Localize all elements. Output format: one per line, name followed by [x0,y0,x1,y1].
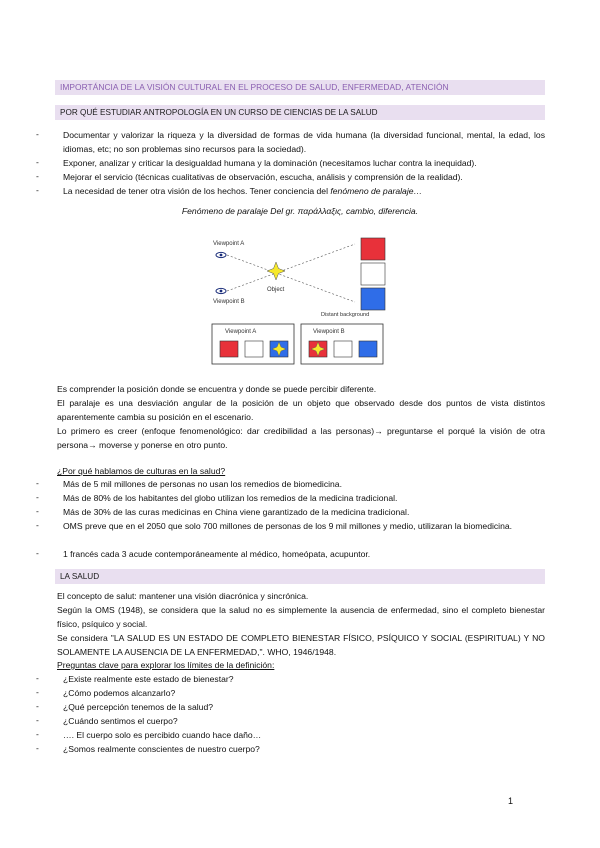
background-white-square [361,263,385,285]
list-item: Más de 30% de las curas medicinas en China viene garantizado de la medicina tradicional. [63,507,410,517]
background-red-square [361,238,385,260]
list-item: ¿Somos realmente conscientes de nuestro cuerpo? [63,744,260,754]
bullet-marker: - [36,743,39,753]
bullet-marker: - [36,171,39,181]
bullet-marker: - [36,506,39,516]
distant-background-label: Distant background [321,312,370,318]
list-item: OMS preve que en el 2050 que solo 700 millones de personas de los 9 mil millones y medio, utilizaran la biomedicina. [63,521,513,531]
section-heading-health: LA SALUD [55,569,545,584]
eye-icon [216,252,226,257]
section-heading-main: IMPORTÁNCIA DE LA VISIÓN CULTURAL EN EL PROCESO DE SALUD, ENFERMEDAD, ATENCIÓN [55,80,545,95]
bullet-marker: - [36,492,39,502]
bullet-marker: - [36,729,39,739]
page-number: 1 [508,796,514,806]
bullet-marker: - [36,548,39,558]
list-item: ¿Qué percepción tenemos de la salud? [63,702,214,712]
view-box-b-label: Viewpoint B [313,329,345,335]
object-label: Object [267,287,285,293]
paragraph: Se considera "LA SALUD ES UN ESTADO DE COMPLETO BIENESTAR FÍSICO, PSÍQUICO Y SOCIAL (ESPIRITUAL) Y NO SOLAMENTE LA AUSENCIA DE LA ENFERMEDAD,". WHO, 1946/1948. [57,633,545,657]
paragraph: El concepto de salut: mantener una visión diacrónica y sincrónica. [57,591,309,601]
view-box-a-label: Viewpoint A [225,329,257,335]
viewpoint-b-label: Viewpoint B [213,299,245,305]
eye-icon [216,288,226,293]
bullet-marker: - [36,687,39,697]
parallax-diagram [205,230,395,370]
section-heading-anthropology: POR QUÉ ESTUDIAR ANTROPOLOGÍA EN UN CURSO DE CIENCIAS DE LA SALUD [55,105,545,120]
parallax-term: fenómeno de paralaje… [330,186,423,196]
bullet-marker: - [36,185,39,195]
paragraph: El paralaje es una desviación angular de la posición de un objeto que observado desde dos puntos de vista distintos aparentemente cambia su posición en el escenario. [57,398,545,422]
list-item: Más de 5 mil millones de personas no usan los remedios de biomedicina. [63,479,342,489]
list-item: ¿Cómo podemos alcanzarlo? [63,688,176,698]
list-item: ¿Cuándo sentimos el cuerpo? [63,716,178,726]
list-item [63,185,545,199]
bullet-marker: - [36,673,39,683]
list-item: 1 francés cada 3 acude contemporáneamente al médico, homeópata, acupuntor. [63,549,371,559]
list-item: Exponer, analizar y criticar la desigualdad humana y la dominación (necesitamos luchar contra la inequidad). [63,158,477,168]
object-star-icon [267,262,285,280]
bullet-marker: - [36,701,39,711]
list-item-text: La necesidad de tener otra visión de los hechos. Tener conciencia del [63,186,331,196]
bullet-marker: - [36,157,39,167]
background-blue-square [361,288,385,310]
paragraph: Es comprender la posición donde se encuentra y donde se puede percibir diferente. [57,384,377,394]
viewpoint-a-label: Viewpoint A [213,241,245,247]
list-item: Mejorar el servicio (técnicas cualitativas de observación, escucha, análisis y comprensión de la realidad). [63,172,463,182]
subheading-key-questions: Preguntas clave para explorar los límites de la definición: [57,660,275,670]
subheading-cultures: ¿Por qué hablamos de culturas en la salud? [57,466,226,476]
figure-caption: Fenómeno de paralaje Del gr. παράλλαξις, cambio, diferencia. [181,206,419,216]
list-item: Más de 80% de los habitantes del globo utilizan los remedios de la medicina tradicional. [63,493,398,503]
list-item: ¿Existe realmente este estado de bienestar? [63,674,234,684]
list-item: Documentar y valorizar la riqueza y la diversidad de formas de vida humana (la diversidad funcional, mental, la edad, los idiomas, etc; no son problemas sino recursos para la sociedad). [63,130,545,154]
bullet-marker: - [36,715,39,725]
bullet-marker: - [36,478,39,488]
bullet-marker: - [36,129,39,139]
bullet-marker: - [36,520,39,530]
paragraph: Según la OMS (1948), se considera que la salud no es simplemente la ausencia de enfermedad, sino el completo bienestar físico, psíquico y social. [57,605,545,629]
paragraph: Lo primero es creer (enfoque fenomenológico: dar credibilidad a las personas)→ preguntarse el porqué la visión de otra persona→ moverse y ponerse en otro punto. [57,426,545,450]
list-item: …. El cuerpo solo es percibido cuando hace daño… [63,730,262,740]
